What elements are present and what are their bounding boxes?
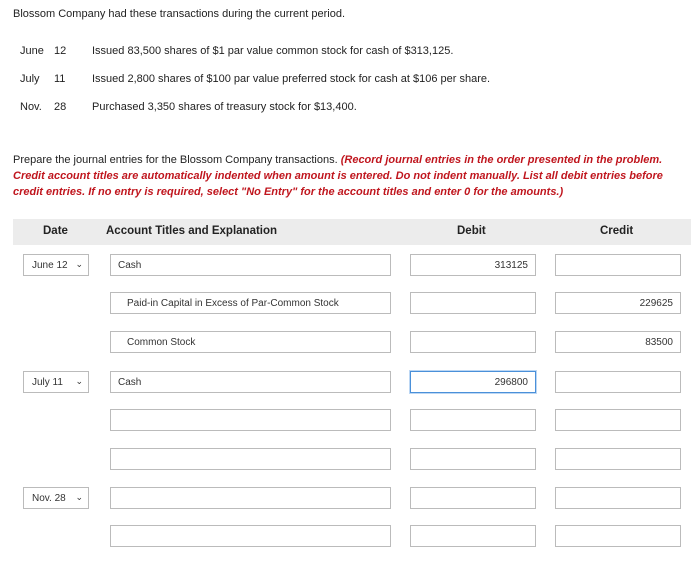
- txn-month: July: [20, 73, 40, 85]
- debit-amount-input[interactable]: [410, 254, 536, 276]
- credit-amount-input[interactable]: [555, 371, 681, 393]
- credit-amount-input[interactable]: [555, 409, 681, 431]
- date-select-june-12[interactable]: [23, 254, 89, 276]
- txn-description: Issued 2,800 shares of $100 par value preferred stock for cash at $106 per share.: [92, 73, 491, 85]
- account-title-input[interactable]: [110, 448, 391, 470]
- instructions: [13, 152, 693, 200]
- instructions-text: Prepare the journal entries for the Blossom Company transactions.: [13, 154, 341, 166]
- date-select-value: July 11: [32, 376, 63, 388]
- credit-amount-input[interactable]: [555, 487, 681, 509]
- credit-amount-input[interactable]: [555, 525, 681, 547]
- credit-amount-input[interactable]: [555, 331, 681, 353]
- header-account: Account Titles and Explanation: [106, 225, 278, 237]
- debit-amount-input[interactable]: [410, 331, 536, 353]
- credit-amount-input[interactable]: [555, 448, 681, 470]
- instructions-emphasis: (Record journal entries in the order presented in the problem. Credit account titles are automatically indented when amount is entered. Do not indent manually. List all debit entries before credit entries. If no entry is required, select "No Entry" for the account titles and enter 0 for the amounts.): [13, 154, 663, 198]
- header-credit: Credit: [600, 225, 634, 237]
- debit-amount-input[interactable]: [410, 448, 536, 470]
- chevron-down-icon: ⌄: [75, 376, 83, 386]
- transaction-june-12: [20, 45, 453, 57]
- account-title-input[interactable]: [110, 292, 391, 314]
- credit-amount-input[interactable]: [555, 254, 681, 276]
- credit-amount-input[interactable]: [555, 292, 681, 314]
- debit-amount-input[interactable]: [410, 409, 536, 431]
- transaction-july-11: [20, 73, 490, 85]
- txn-day: 11: [54, 73, 66, 85]
- date-select-nov-28[interactable]: [23, 487, 89, 509]
- chevron-down-icon: ⌄: [75, 259, 83, 269]
- transaction-nov-28: [20, 101, 357, 113]
- txn-description: Purchased 3,350 shares of treasury stock for $13,400.: [92, 101, 357, 113]
- account-title-input[interactable]: [110, 371, 391, 393]
- chevron-down-icon: ⌄: [75, 492, 83, 502]
- account-title-input[interactable]: [110, 487, 391, 509]
- journal-table-header: [13, 219, 691, 245]
- txn-day: 12: [54, 45, 67, 57]
- date-select-july-11[interactable]: [23, 371, 89, 393]
- date-select-value: June 12: [32, 259, 68, 271]
- txn-month: June: [20, 45, 44, 57]
- txn-month: Nov.: [20, 101, 42, 113]
- account-title-input[interactable]: [110, 254, 391, 276]
- txn-description: Issued 83,500 shares of $1 par value common stock for cash of $313,125.: [92, 45, 454, 57]
- debit-amount-input[interactable]: [410, 525, 536, 547]
- header-debit: Debit: [457, 225, 486, 237]
- date-select-value: Nov. 28: [32, 492, 66, 504]
- txn-day: 28: [54, 101, 67, 113]
- debit-amount-input[interactable]: [410, 487, 536, 509]
- account-title-input[interactable]: [110, 409, 391, 431]
- header-date: Date: [43, 225, 68, 237]
- debit-amount-input[interactable]: [410, 371, 536, 393]
- account-title-input[interactable]: [110, 331, 391, 353]
- account-title-input[interactable]: [110, 525, 391, 547]
- debit-amount-input[interactable]: [410, 292, 536, 314]
- intro-text: Blossom Company had these transactions during the current period.: [13, 8, 346, 20]
